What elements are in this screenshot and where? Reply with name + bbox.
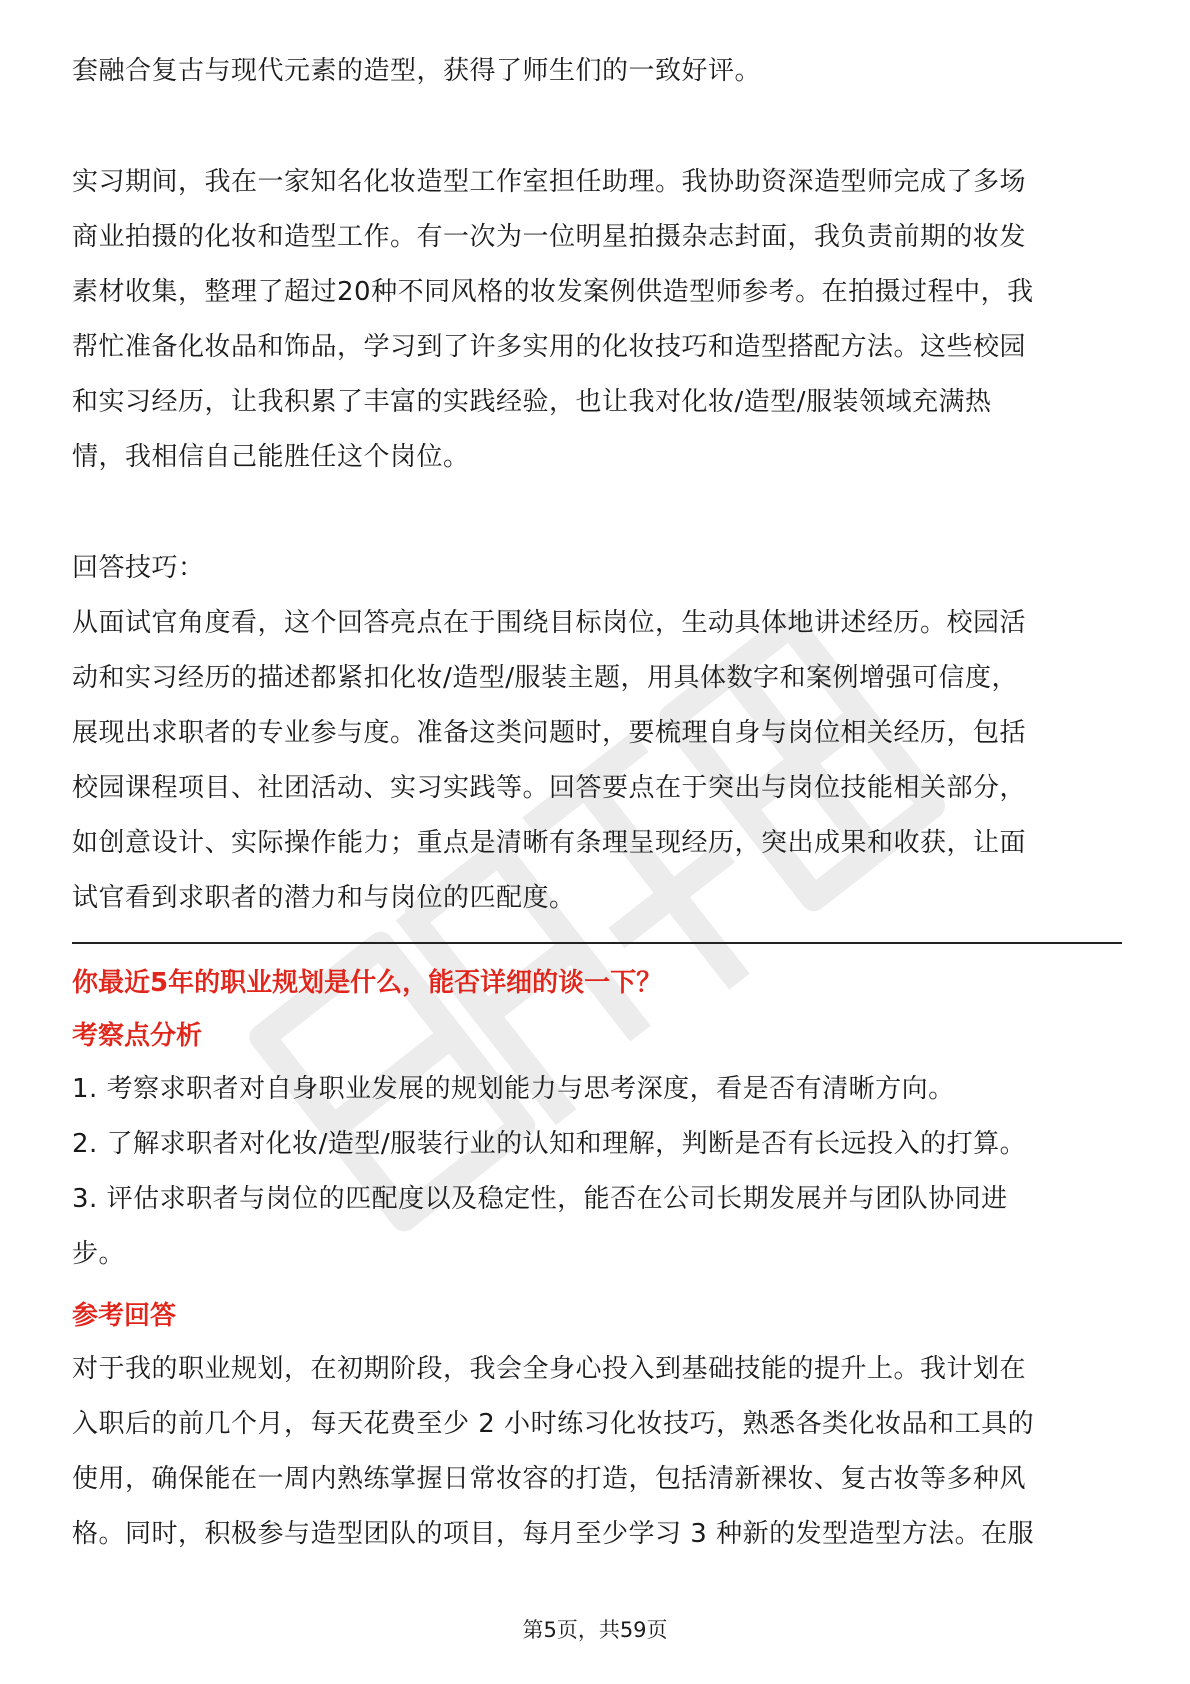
text-line: 实习期间，我在一家知名化妆造型工作室担任助理。我协助资深造型师完成了多场 xyxy=(72,167,1027,197)
text-line: 试官看到求职者的潜力和与岗位的匹配度。 xyxy=(72,883,576,913)
text-line: 入职后的前几个月，每天花费至少 2 小时练习化妆技巧，熟悉各类化妆品和工具的 xyxy=(72,1409,1035,1439)
answer-tips-section xyxy=(72,541,1122,926)
reference-answer-heading: 参考回答 xyxy=(72,1301,177,1331)
text-line: 使用，确保能在一周内熟练掌握日常妆容的打造，包括清新裸妆、复古妆等多种风 xyxy=(72,1464,1027,1494)
list-item: 3. 评估求职者与岗位的匹配度以及稳定性，能否在公司长期发展并与团队协同进 xyxy=(72,1184,1008,1214)
text-line: 商业拍摄的化妆和造型工作。有一次为一位明星拍摄杂志封面，我负责前期的妆发 xyxy=(72,222,1027,252)
reference-answer xyxy=(72,1342,1122,1562)
text-line: 对于我的职业规划，在初期阶段，我会全身心投入到基础技能的提升上。我计划在 xyxy=(72,1354,1027,1384)
text-line: 和实习经历，让我积累了丰富的实践经验，也让我对化妆/造型/服装领域充满热 xyxy=(72,387,992,417)
internship-paragraph xyxy=(72,155,1122,485)
page-number-footer: 第5页，共59页 xyxy=(522,1618,668,1642)
text-line: 展现出求职者的专业参与度。准备这类问题时，要梳理自身与岗位相关经历，包括 xyxy=(72,718,1027,748)
analysis-list xyxy=(72,1062,1122,1282)
list-item: 2. 了解求职者对化妆/造型/服装行业的认知和理解，判断是否有长远投入的打算。 xyxy=(72,1129,1027,1159)
text-line: 校园课程项目、社团活动、实习实践等。回答要点在于突出与岗位技能相关部分， xyxy=(72,773,1027,803)
text-line: 如创意设计、实际操作能力；重点是清晰有条理呈现经历，突出成果和收获，让面 xyxy=(72,828,1027,858)
text-line: 从面试官角度看，这个回答亮点在于围绕目标岗位，生动具体地讲述经历。校园活 xyxy=(72,608,1027,638)
question-heading: 你最近5年的职业规划是什么，能否详细的谈一下？ xyxy=(72,968,663,998)
text-line: 帮忙准备化妆品和饰品，学习到了许多实用的化妆技巧和造型搭配方法。这些校园 xyxy=(72,332,1027,362)
text-line: 素材收集，整理了超过20种不同风格的妆发案例供造型师参考。在拍摄过程中，我 xyxy=(72,277,1034,307)
section-divider xyxy=(72,942,1122,944)
list-item: 步。 xyxy=(72,1239,126,1269)
tips-label: 回答技巧： xyxy=(72,553,205,583)
text-line: 情，我相信自己能胜任这个岗位。 xyxy=(72,442,470,472)
paragraph-continuation: 套融合复古与现代元素的造型，获得了师生们的一致好评。 xyxy=(72,56,762,86)
analysis-heading: 考察点分析 xyxy=(72,1021,203,1051)
list-item: 1. 考察求职者对自身职业发展的规划能力与思考深度，看是否有清晰方向。 xyxy=(72,1074,955,1104)
text-line: 格。同时，积极参与造型团队的项目，每月至少学习 3 种新的发型造型方法。在服 xyxy=(72,1519,1035,1549)
text-line: 动和实习经历的描述都紧扣化妆/造型/服装主题，用具体数字和案例增强可信度， xyxy=(72,663,1019,693)
content-column xyxy=(72,44,1122,1562)
